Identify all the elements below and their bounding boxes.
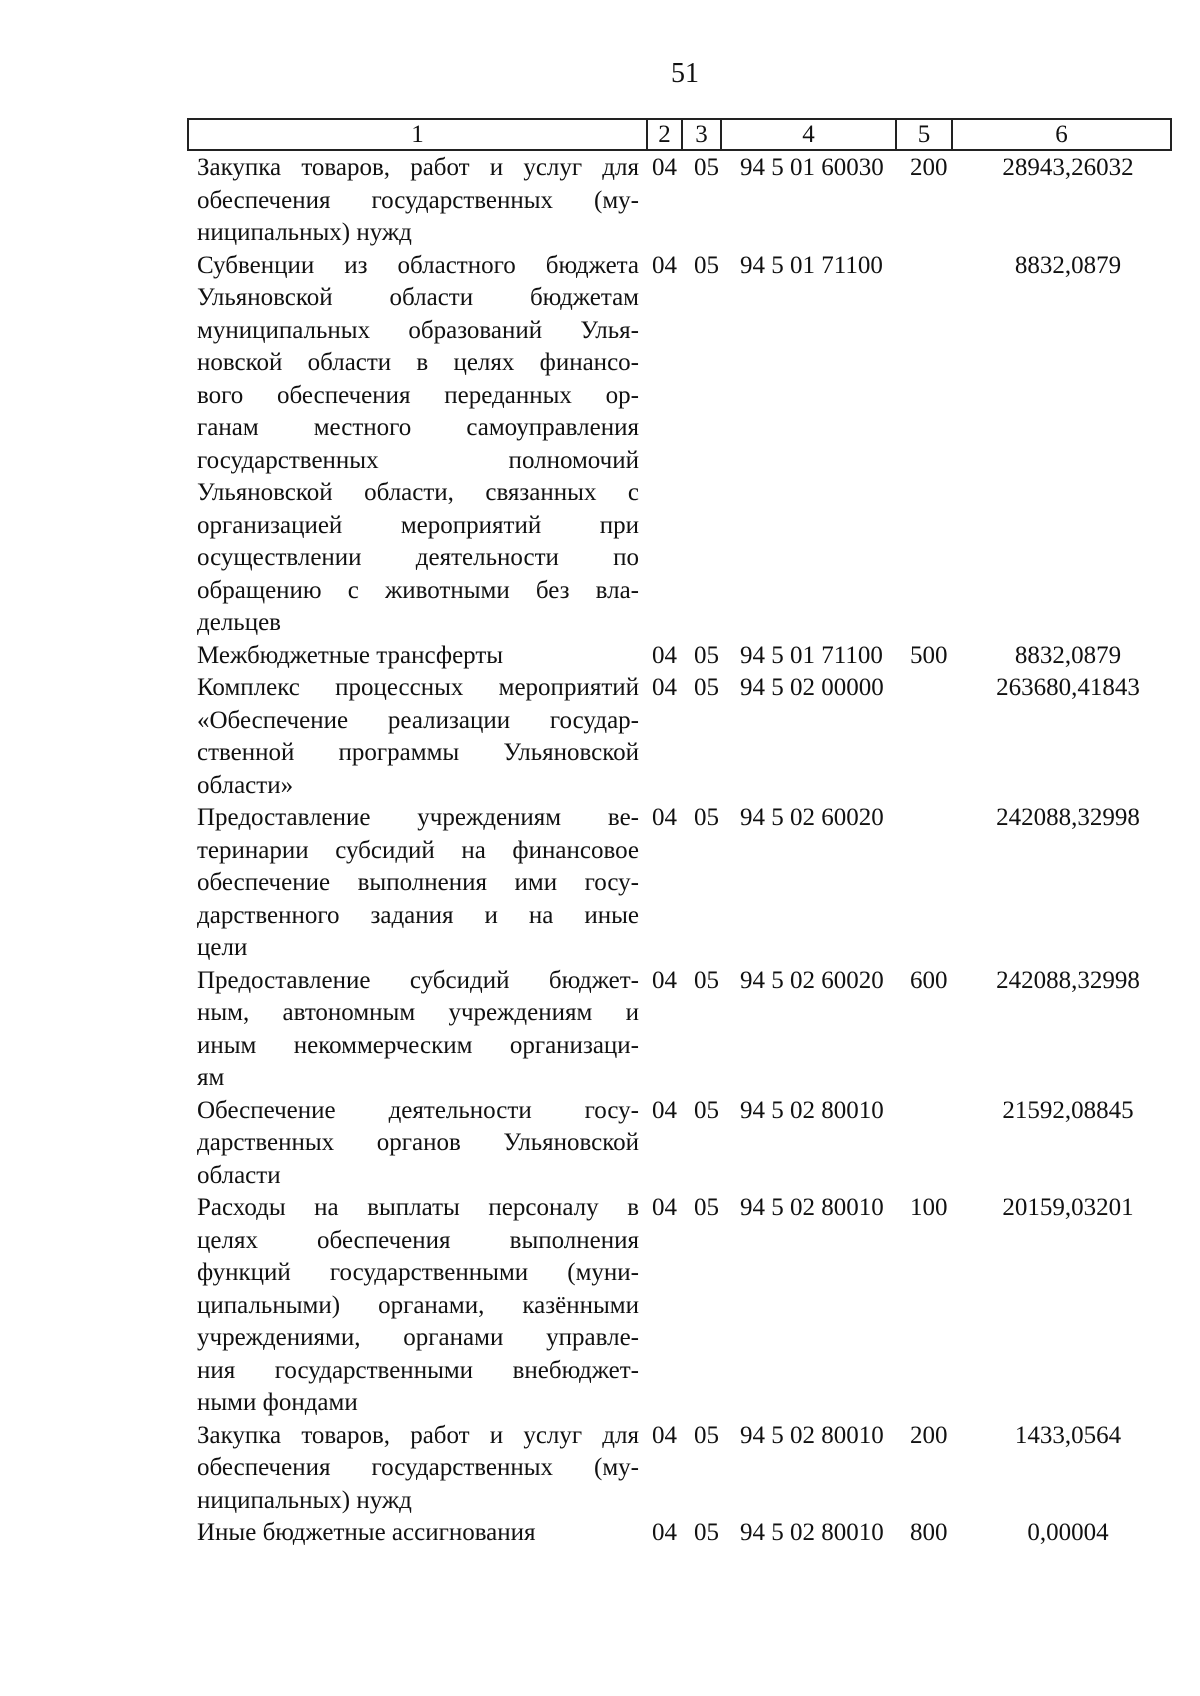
row-description [197, 672, 639, 802]
row-description-line: ственной программы Ульяновской [197, 739, 639, 766]
row-description [197, 965, 639, 1095]
row-description-line: Закупка товаров, работ и услуг для [197, 154, 639, 181]
table-row [0, 1095, 1200, 1193]
row-description-line: Ульяновской области бюджетам [197, 284, 639, 311]
row-description-line: ям [197, 1064, 225, 1091]
subsection-code: 05 [694, 251, 719, 279]
row-description [197, 1517, 639, 1550]
row-description-line: ным, автономным учреждениям и [197, 999, 639, 1026]
target-article-code: 94 5 02 60020 [740, 966, 884, 994]
expense-type-code: 500 [910, 641, 948, 669]
row-description-line: целях обеспечения выполнения [197, 1226, 639, 1254]
row-description-line: дарственного задания и на иные [197, 901, 639, 929]
section-code: 04 [652, 154, 677, 181]
amount: 28943,26032 [1002, 154, 1134, 181]
subsection-code: 05 [694, 804, 719, 831]
row-description [197, 250, 639, 640]
section-code: 04 [652, 966, 677, 994]
row-description-line: ганам местного самоуправления [197, 414, 639, 441]
row-description-line: Субвенции из областного бюджета [197, 251, 639, 279]
section-code: 04 [652, 1096, 677, 1124]
target-article-code: 94 5 02 80010 [740, 1096, 884, 1124]
target-article-code: 94 5 01 71100 [740, 251, 883, 279]
header-col-4: 4 [722, 120, 897, 149]
row-description-line: иным некоммерческим организаци- [197, 1031, 639, 1059]
header-col-2: 2 [648, 120, 683, 149]
subsection-code: 05 [694, 154, 719, 181]
row-description-line: области» [197, 771, 294, 799]
row-description-line: ными фондами [197, 1389, 358, 1416]
row-description [197, 1420, 639, 1518]
row-description-line: теринарии субсидий на финансовое [197, 836, 639, 864]
table-row [0, 1517, 1200, 1550]
section-code: 04 [652, 1421, 677, 1449]
page-number: 51 [671, 58, 699, 89]
row-description-line: области [197, 1161, 281, 1189]
subsection-code: 05 [694, 641, 719, 669]
target-article-code: 94 5 02 80010 [740, 1519, 884, 1546]
row-description-line: государственных полномочий [197, 446, 639, 474]
table-row [0, 152, 1200, 250]
row-description-line: Предоставление субсидий бюджет- [197, 966, 639, 994]
row-description-line: организацией мероприятий при [197, 511, 639, 539]
amount: 21592,08845 [1002, 1096, 1134, 1124]
section-code: 04 [652, 1194, 677, 1221]
amount: 8832,0879 [1014, 641, 1122, 669]
subsection-code: 05 [694, 1421, 719, 1449]
row-description-line: Предоставление учреждениям ве- [197, 804, 639, 831]
row-description-line: цели [197, 934, 248, 961]
row-description-line: Расходы на выплаты персоналу в [197, 1194, 639, 1221]
amount: 0,00004 [1027, 1519, 1109, 1546]
target-article-code: 94 5 01 71100 [740, 641, 883, 669]
amount: 242088,32998 [996, 966, 1140, 994]
amount: 1433,0564 [1014, 1421, 1122, 1449]
row-description-line: дарственных органов Ульяновской [197, 1129, 639, 1156]
header-col-6: 6 [1055, 121, 1068, 148]
row-description [197, 1192, 639, 1420]
target-article-code: 94 5 02 00000 [740, 674, 884, 701]
row-description [197, 802, 639, 965]
row-description-line: ципальными) органами, казёнными [197, 1291, 639, 1319]
row-description-line: обращению с животными без вла- [197, 576, 639, 604]
row-description-line: ния государственными внебюджет- [197, 1356, 639, 1384]
row-description-line: учреждениями, органами управле- [197, 1324, 639, 1351]
row-description-line: Закупка товаров, работ и услуг для [197, 1421, 639, 1449]
row-description [197, 152, 639, 250]
row-description-line: Обеспечение деятельности госу- [197, 1096, 639, 1124]
subsection-code: 05 [694, 1194, 719, 1221]
table-row [0, 1420, 1200, 1518]
row-description-line: вого обеспечения переданных ор- [197, 381, 639, 409]
section-code: 04 [652, 641, 677, 669]
subsection-code: 05 [694, 674, 719, 701]
row-description [197, 1095, 639, 1193]
table-row [0, 965, 1200, 1095]
target-article-code: 94 5 02 60020 [740, 804, 884, 831]
row-description-line: ниципальных) нужд [197, 219, 412, 246]
subsection-code: 05 [694, 1096, 719, 1124]
row-description-line: Иные бюджетные ассигнования [197, 1519, 536, 1546]
amount: 20159,03201 [1002, 1194, 1134, 1221]
section-code: 04 [652, 251, 677, 279]
header-col-5: 5 [897, 120, 953, 149]
subsection-code: 05 [694, 1519, 719, 1546]
row-description-line: «Обеспечение реализации государ- [197, 706, 639, 734]
header-col-3: 3 [683, 120, 722, 149]
amount: 263680,41843 [996, 674, 1140, 701]
row-description-line: обеспечения государственных (му- [197, 1454, 639, 1481]
expense-type-code: 200 [910, 154, 948, 181]
row-description-line: обеспечения государственных (му- [197, 186, 639, 214]
subsection-code: 05 [694, 966, 719, 994]
row-description-line: Ульяновской области, связанных с [197, 479, 639, 506]
expense-type-code: 600 [910, 966, 948, 994]
target-article-code: 94 5 02 80010 [740, 1194, 884, 1221]
target-article-code: 94 5 02 80010 [740, 1421, 884, 1449]
table-row [0, 1192, 1200, 1420]
row-description-line: новской области в целях финансо- [197, 349, 639, 376]
row-description-line: дельцев [197, 609, 281, 636]
expense-type-code: 200 [910, 1421, 948, 1449]
table-row [0, 672, 1200, 802]
header-col-1: 1 [189, 120, 648, 149]
row-description-line: ниципальных) нужд [197, 1486, 412, 1514]
table-header [187, 118, 1172, 151]
row-description-line: муниципальных образований Улья- [197, 316, 639, 344]
row-description [197, 640, 639, 673]
row-description-line: обеспечение выполнения ими госу- [197, 869, 639, 896]
table-body [0, 152, 1200, 1550]
section-code: 04 [652, 1519, 677, 1546]
amount: 242088,32998 [996, 804, 1140, 831]
target-article-code: 94 5 01 60030 [740, 154, 884, 181]
table-row [0, 802, 1200, 965]
row-description-line: Межбюджетные трансферты [197, 641, 504, 669]
table-row [0, 640, 1200, 673]
amount: 8832,0879 [1014, 251, 1122, 279]
section-code: 04 [652, 674, 677, 701]
row-description-line: осуществлении деятельности по [197, 544, 639, 571]
expense-type-code: 100 [910, 1194, 948, 1221]
row-description-line: Комплекс процессных мероприятий [197, 674, 639, 701]
expense-type-code: 800 [910, 1519, 948, 1546]
section-code: 04 [652, 804, 677, 831]
table-row [0, 250, 1200, 640]
row-description-line: функций государственными (муни- [197, 1259, 639, 1286]
